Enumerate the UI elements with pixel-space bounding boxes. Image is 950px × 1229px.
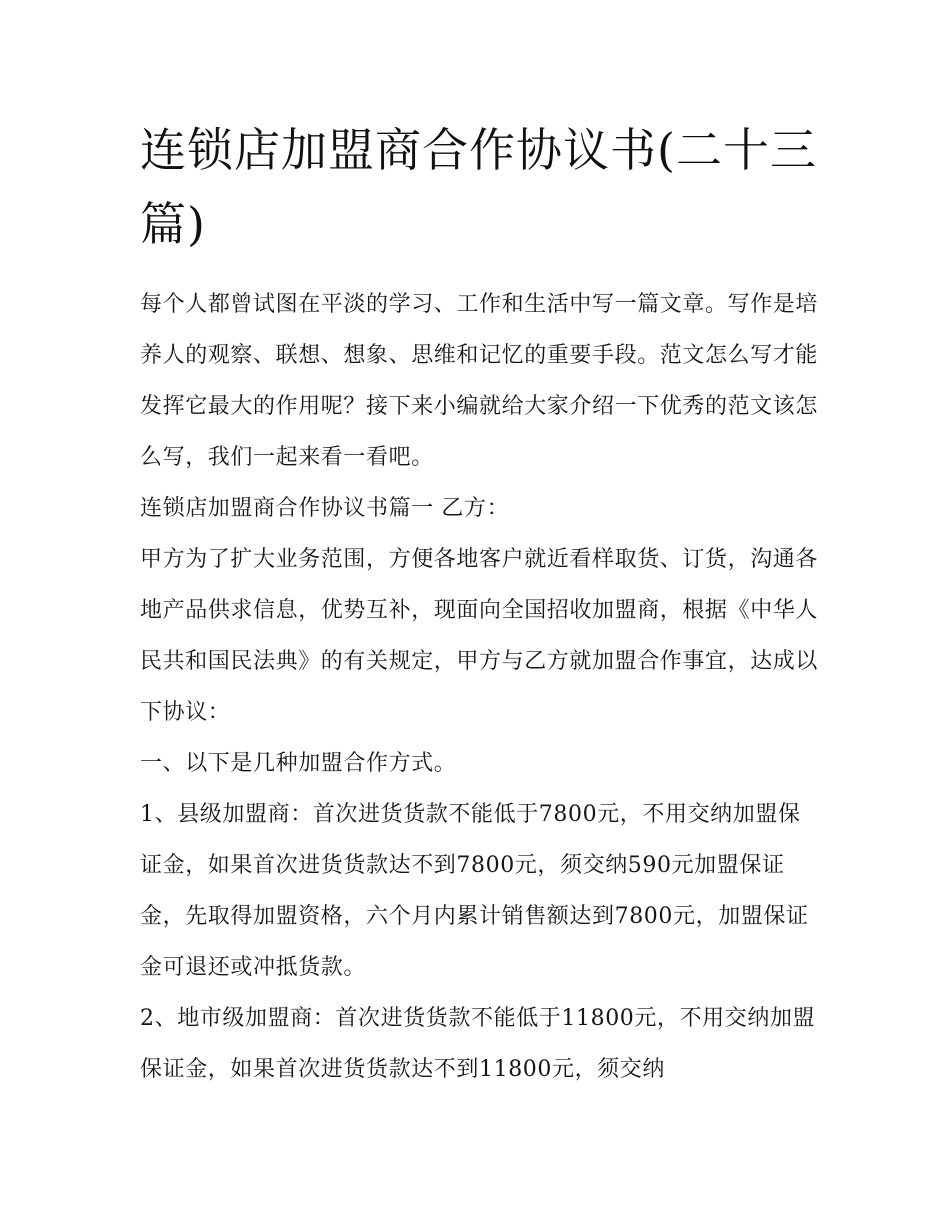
intro-paragraph: 每个人都曾试图在平淡的学习、工作和生活中写一篇文章。写作是培养人的观察、联想、想象、思维和记忆的重要手段。范文怎么写才能发挥它最大的作用呢？接下来小编就给大家介绍一下优秀的范文该怎么写，我们一起来看一看吧。: [140, 292, 819, 470]
city-level-franchisee-clause: 2、地市级加盟商：首次进货货款不能低于11800元，不用交纳加盟保证金，如果首次进货货款达不到11800元，须交纳: [140, 1006, 816, 1082]
document-body: [140, 279, 820, 1095]
section-heading-part-one: 连锁店加盟商合作协议书篇一 乙方：: [140, 496, 510, 521]
clause-one-heading: 一、以下是几种加盟合作方式。: [140, 751, 457, 776]
county-level-franchisee-clause: 1、县级加盟商：首次进货货款不能低于7800元，不用交纳加盟保证金，如果首次进货货款达不到7800元，须交纳590元加盟保证金，先取得加盟资格，六个月内累计销售额达到7800元，加盟保证金可退还或冲抵货款。: [140, 802, 809, 980]
document-title: 连锁店加盟商合作协议书(二十三篇): [140, 123, 817, 251]
agreement-preamble-paragraph: 甲方为了扩大业务范围，方便各地客户就近看样取货、订货，沟通各地产品供求信息，优势互补，现面向全国招收加盟商，根据《中华人民共和国民法典》的有关规定，甲方与乙方就加盟合作事宜，达成以下协议：: [140, 547, 819, 725]
